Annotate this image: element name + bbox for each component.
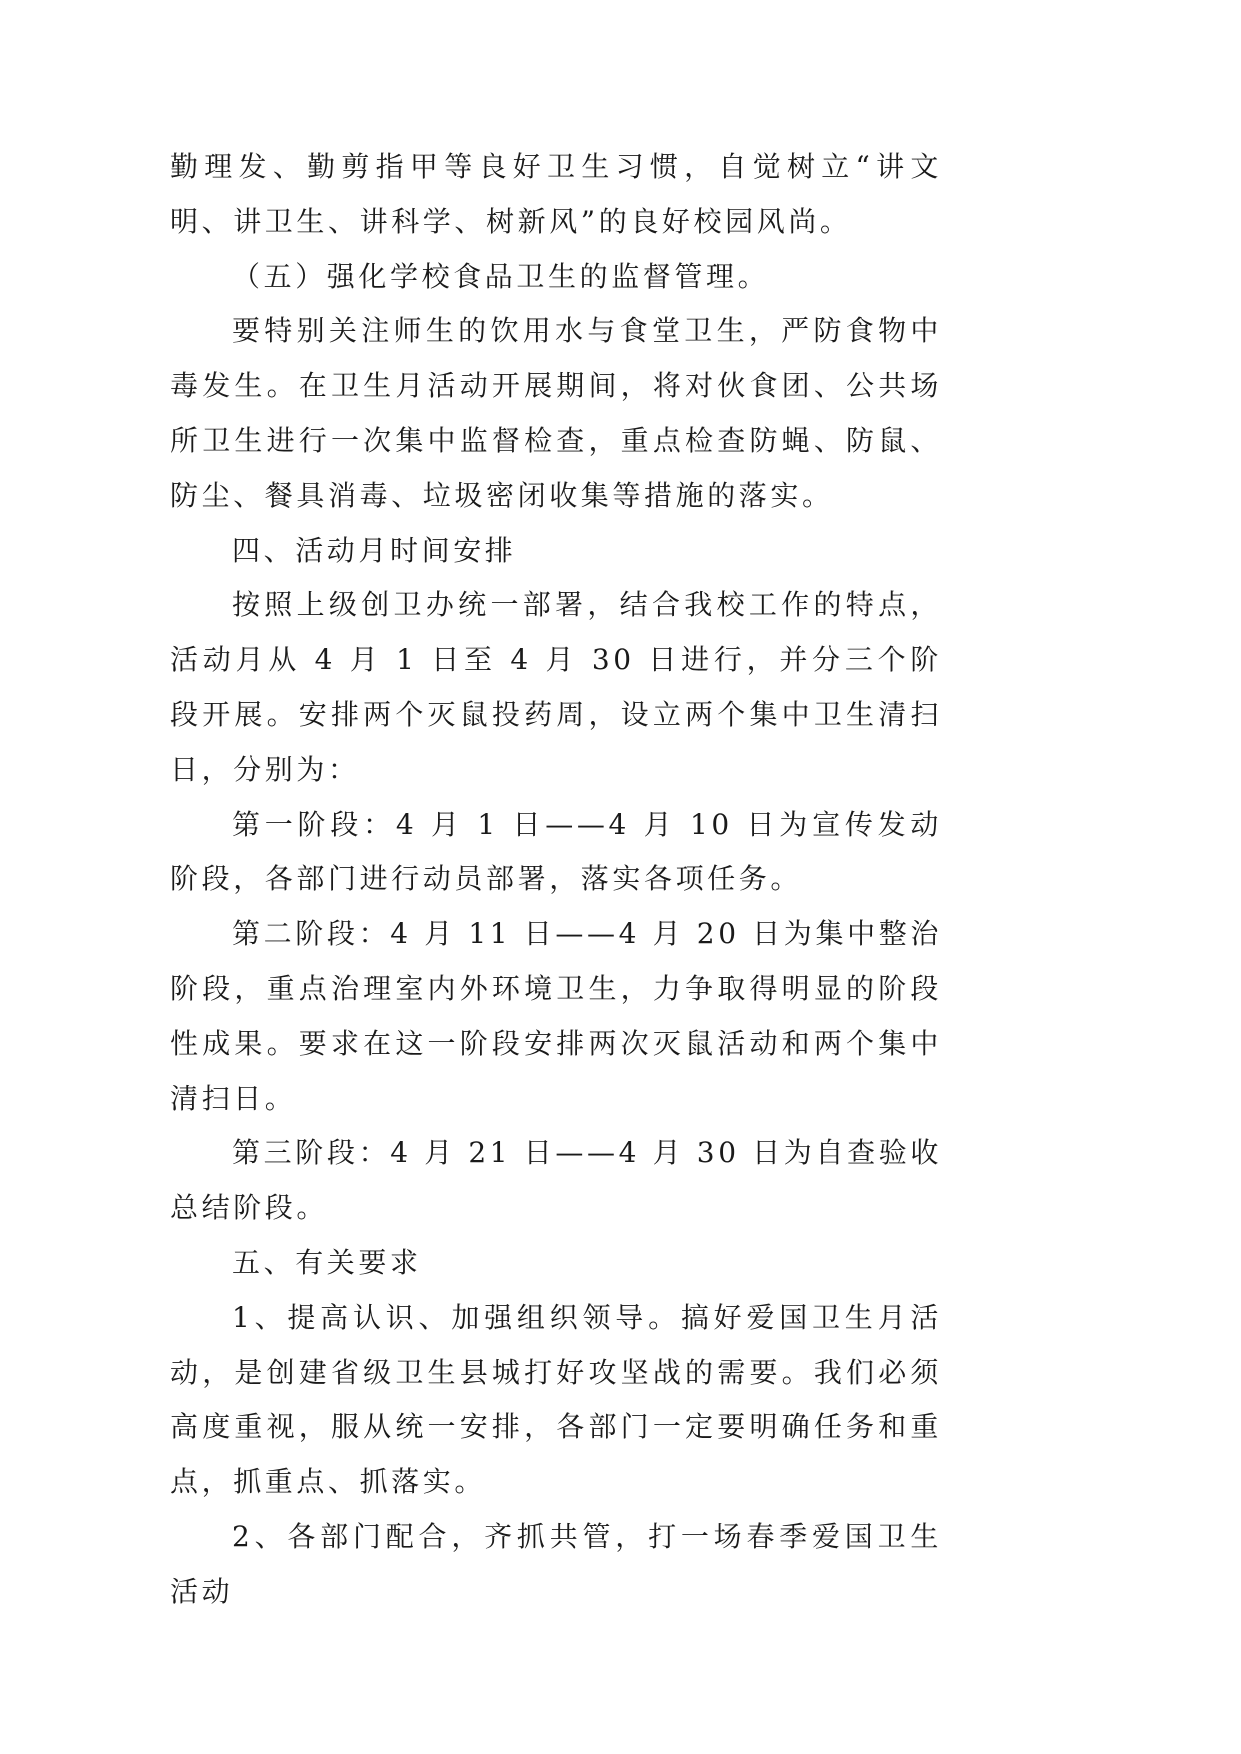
section-heading-food-hygiene: （五）强化学校食品卫生的监督管理。: [232, 259, 770, 293]
document-body: [170, 140, 942, 1620]
paragraph-food-hygiene: 要特别关注师生的饮用水与食堂卫生，严防食物中毒发生。在卫生月活动开展期间，将对伙食团、公共场所卫生进行一次集中监督检查，重点检查防蝇、防鼠、防尘、餐具消毒、垃圾密闭收集等措施的落实。: [170, 314, 942, 512]
paragraph-phase-three: 第三阶段：4 月 21 日——4 月 30 日为自查验收总结阶段。: [170, 1136, 942, 1225]
paragraph-hygiene-habits: 勤理发、勤剪指甲等良好卫生习惯，自觉树立“讲文明、讲卫生、讲科学、树新风”的良好校园风尚。: [170, 150, 942, 238]
paragraph-schedule: 按照上级创卫办统一部署，结合我校工作的特点，活动月从 4 月 1 日至 4 月 30 日进行，并分三个阶段开展。安排两个灭鼠投药周，设立两个集中卫生清扫日，分别为：: [170, 588, 942, 786]
section-heading-requirements: 五、有关要求: [232, 1245, 422, 1279]
paragraph-phase-two: 第二阶段：4 月 11 日——4 月 20 日为集中整治阶段，重点治理室内外环境卫生，力争取得明显的阶段性成果。要求在这一阶段安排两次灭鼠活动和两个集中清扫日。: [170, 917, 942, 1115]
section-heading-schedule: 四、活动月时间安排: [232, 533, 517, 567]
paragraph-phase-one: 第一阶段：4 月 1 日——4 月 10 日为宣传发动阶段，各部门进行动员部署，落实各项任务。: [170, 807, 942, 896]
paragraph-requirement-one: 1、提高认识、加强组织领导。搞好爱国卫生月活动，是创建省级卫生县城打好攻坚战的需要。我们必须高度重视，服从统一安排，各部门一定要明确任务和重点，抓重点、抓落实。: [170, 1300, 942, 1499]
paragraph-requirement-two: 2、各部门配合，齐抓共管，打一场春季爱国卫生活动: [170, 1519, 942, 1608]
